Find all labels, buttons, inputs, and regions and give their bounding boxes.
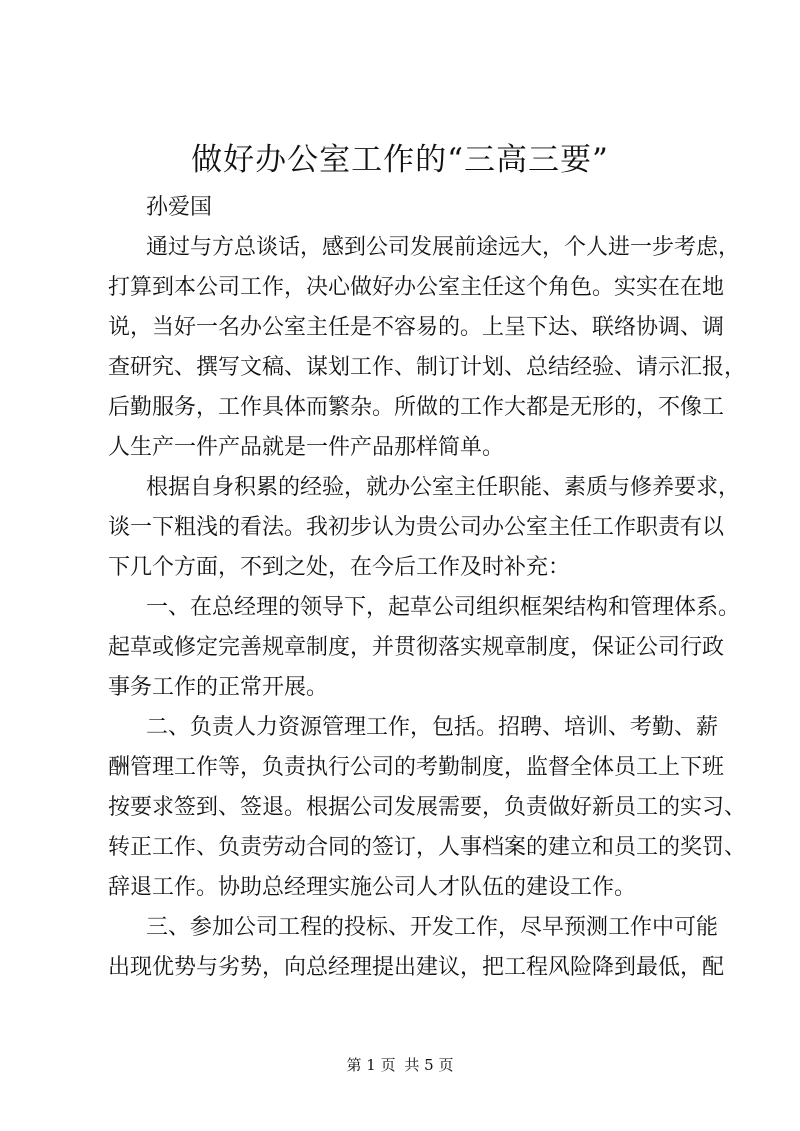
body-line-6: 人生产一件产品就是一件产品那样简单。 [108, 435, 505, 460]
body-line-15: 按要求签到、签退。根据公司发展需要，负责做好新员工的实习、 [108, 795, 747, 820]
body-line-16: 转正工作、负责劳动合同的签订，人事档案的建立和员工的奖罚、 [108, 835, 747, 860]
body-line-9: 下几个方面，不到之处，在今后工作及时补充： [108, 555, 571, 580]
body-line-13: 二、负责人力资源管理工作，包括。招聘、培训、考勤、薪 [146, 715, 719, 740]
body-line-4: 查研究、撰写文稿、谋划工作、制订计划、总结经验、请示汇报， [108, 355, 747, 380]
body-line-10: 一、在总经理的领导下，起草公司组织框架结构和管理体系。 [146, 595, 741, 620]
body-line-8: 谈一下粗浅的看法。我初步认为贵公司办公室主任工作职责有以 [108, 515, 725, 540]
body-line-19: 出现优势与劣势，向总经理提出建议，把工程风险降到最低，配 [108, 955, 725, 980]
document-author: 孙爱国 [146, 195, 213, 220]
body-line-18: 三、参加公司工程的投标、开发工作，尽早预测工作中可能 [146, 915, 719, 940]
page-footer [0, 1054, 800, 1076]
body-line-2: 打算到本公司工作，决心做好办公室主任这个角色。实实在在地 [108, 275, 725, 300]
page-number: 第 1 页 [346, 1056, 396, 1074]
document-title: 做好办公室工作的“三高三要” [191, 142, 609, 178]
body-line-14: 酬管理工作等，负责执行公司的考勤制度，监督全体员工上下班 [108, 755, 725, 780]
body-line-12: 事务工作的正常开展。 [108, 675, 329, 700]
body-line-3: 说，当好一名办公室主任是不容易的。上呈下达、联络协调、调 [108, 315, 725, 340]
body-line-1: 通过与方总谈话，感到公司发展前途远大，个人进一步考虑， [146, 235, 741, 260]
body-line-5: 后勤服务，工作具体而繁杂。所做的工作大都是无形的，不像工 [108, 395, 725, 420]
page-total: 共 5 页 [404, 1056, 454, 1074]
body-line-11: 起草或修定完善规章制度，并贯彻落实规章制度，保证公司行政 [108, 635, 725, 660]
body-line-17: 辞退工作。协助总经理实施公司人才队伍的建设工作。 [108, 875, 637, 900]
body-line-7: 根据自身积累的经验，就办公室主任职能、素质与修养要求， [146, 475, 741, 500]
